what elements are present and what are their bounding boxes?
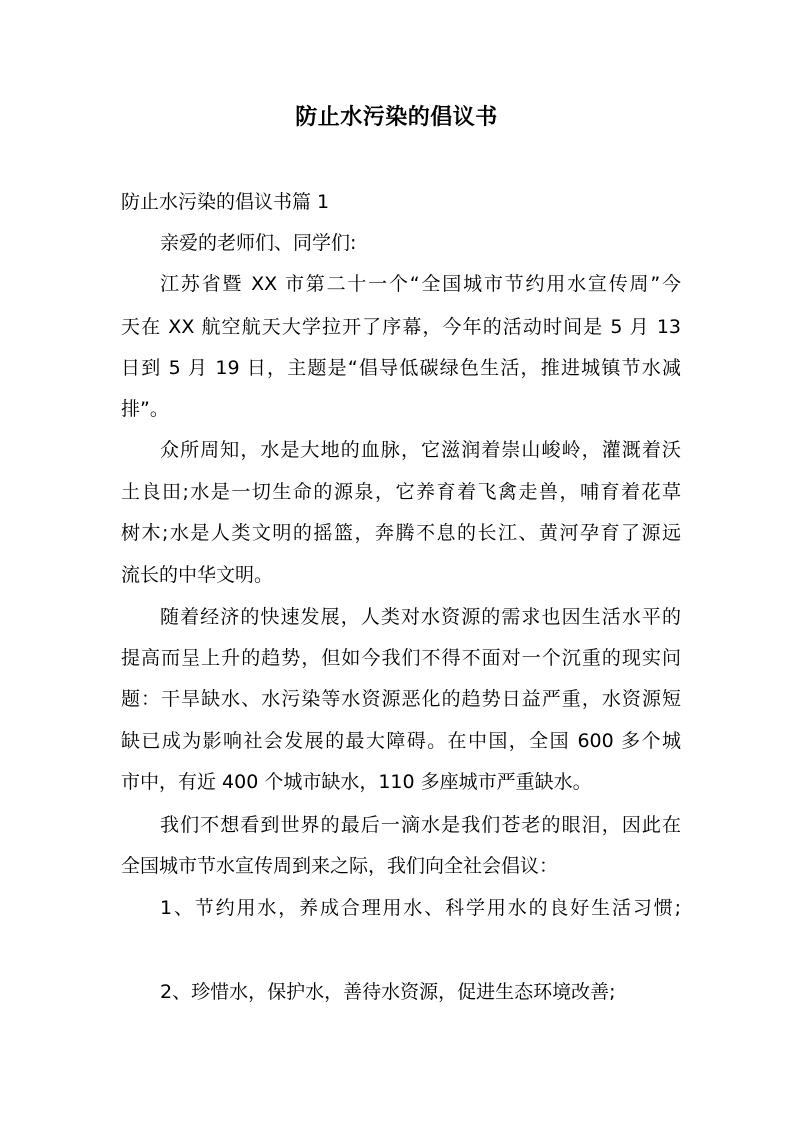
paragraph-line: 树木;水是人类文明的摇篮，奔腾不息的长江、黄河孕育了源远: [121, 522, 681, 544]
document-title: 防止水污染的倡议书: [295, 105, 498, 130]
paragraph-line: 土良田;水是一切生命的源泉，它养育着飞禽走兽，哺育着花草: [121, 481, 681, 503]
list-item: 1、节约用水，养成合理用水、科学用水的良好生活习惯;: [160, 897, 681, 919]
paragraph-line: 众所周知，水是大地的血脉，它滋润着崇山峻岭，灌溉着沃: [160, 439, 681, 461]
paragraph-line: 题：干旱缺水、水污染等水资源恶化的趋势日益严重，水资源短: [121, 688, 681, 710]
paragraph-line: 我们不想看到世界的最后一滴水是我们苍老的眼泪，因此在: [160, 814, 681, 836]
paragraph-line: 全国城市节水宣传周到来之际，我们向全社会倡议：: [121, 855, 559, 877]
list-item: 2、珍惜水，保护水，善待水资源，促进生态环境改善;: [160, 981, 616, 1003]
paragraph-line: 随着经济的快速发展，人类对水资源的需求也因生活水平的: [160, 606, 681, 628]
paragraph-line: 提高而呈上升的趋势，但如今我们不得不面对一个沉重的现实问: [121, 647, 681, 669]
paragraph-line: 日到 5 月 19 日，主题是“倡导低碳绿色生活，推进城镇节水减: [121, 357, 681, 379]
paragraph-line: 江苏省暨 XX 市第二十一个“全国城市节约用水宣传周”今: [160, 273, 681, 295]
paragraph-line: 市中，有近 400 个城市缺水，110 多座城市严重缺水。: [121, 771, 592, 793]
section-heading: 防止水污染的倡议书篇 1: [121, 191, 330, 213]
paragraph-line: 缺已成为影响社会发展的最大障碍。在中国，全国 600 多个城: [121, 730, 681, 752]
paragraph-line: 流长的中华文明。: [121, 564, 274, 586]
paragraph-line: 天在 XX 航空航天大学拉开了序幕，今年的活动时间是 5 月 13: [121, 316, 681, 338]
greeting: 亲爱的老师们、同学们:: [160, 232, 357, 254]
paragraph-line: 排”。: [121, 398, 169, 420]
